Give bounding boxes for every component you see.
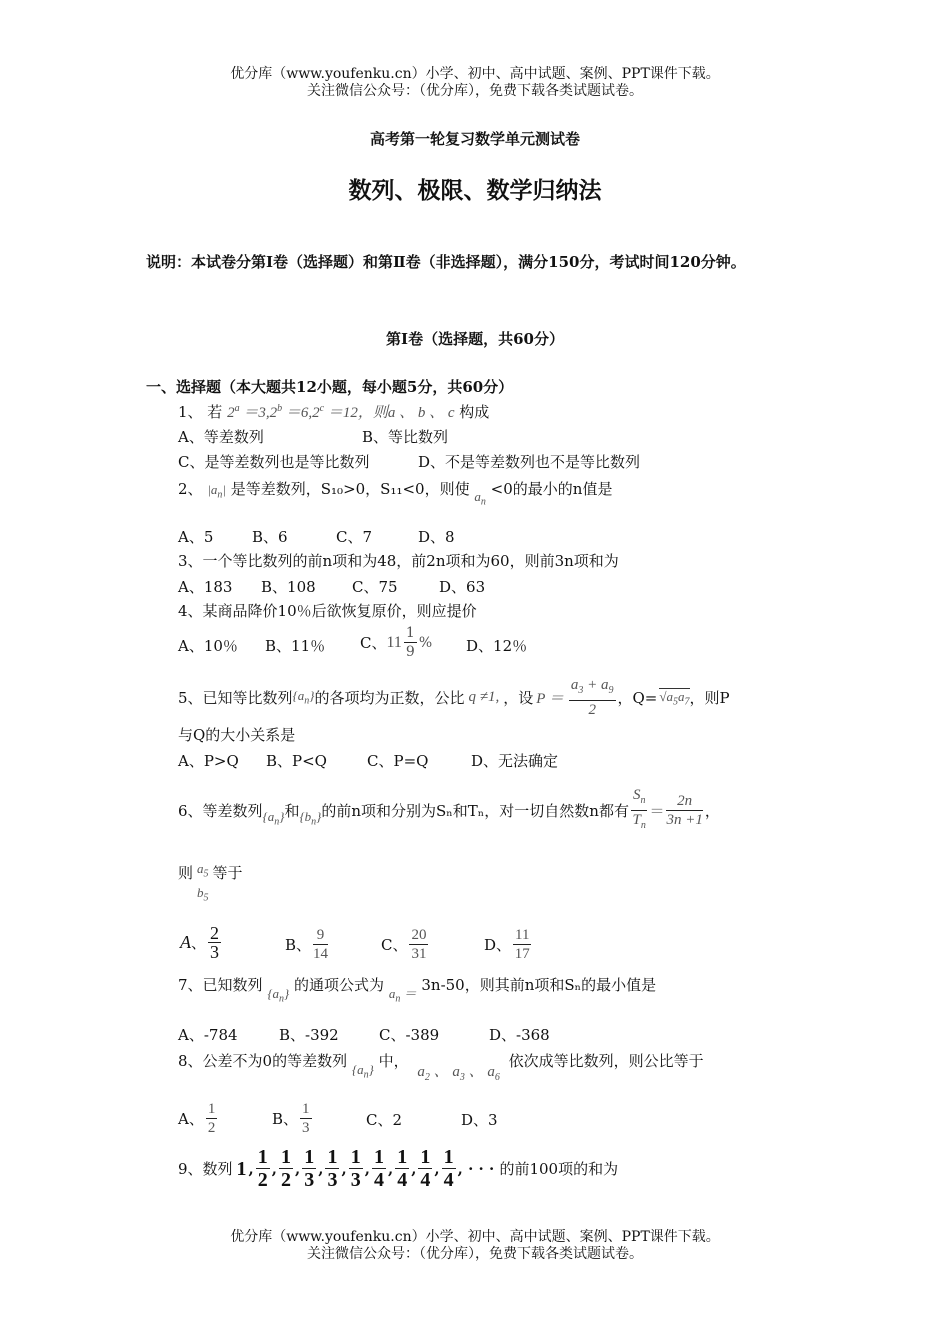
section-one-heading: 一、选择题（本大题共12小题，每小题5分，共60分）	[146, 378, 514, 396]
q6-option-c: C、 20 31	[381, 927, 427, 962]
q6-fraction-st: $S_n$ $T_n$	[632, 787, 646, 831]
q5-fraction-p: $a_3 + a_9$ 2	[570, 677, 614, 718]
q8-seq-an: $\{a_n\}$	[351, 1062, 374, 1081]
q9-sequence: 1	[236, 1157, 247, 1180]
question-1: 1、 若 $2^a =3,2^b =6,2^c =12$，则a 、 b 、 c 构成	[178, 403, 490, 421]
q1-option-b: B、等比数列	[362, 428, 449, 446]
q6-line-2: 则 $a_5$ $b_5$ 等于	[178, 862, 243, 907]
question-3: 3、一个等比数列的前n项和为48，前2n项和为60，则前3n项和为	[178, 552, 619, 570]
q3-option-c: C、75	[352, 578, 398, 596]
q8-option-a: A、 1 2	[178, 1101, 216, 1136]
q2-an: $a_n$	[474, 489, 486, 508]
q8-option-d: D、3	[461, 1111, 498, 1129]
q7-seq-an: $\{a_n\}$	[267, 986, 290, 1005]
q6-fraction-a5b5: $a_5$ $b_5$	[197, 861, 209, 904]
q5-option-c: C、P=Q	[367, 752, 429, 770]
question-5: 5、已知等比数列 $\{a_n\}$ 的各项均为正数，公比 q ≠1, ，设 P ＝ $a_3 + a_9$ 2 ，Q= $√a_5a_7$ ，则P	[178, 677, 730, 718]
q6-opt-c-fraction: 20 31	[411, 927, 427, 962]
question-7: 7、已知数列 $\{a_n\}$ 的通项公式为 $a_n = 3n-50$，则其前n项和Sₙ的最小值是	[178, 976, 657, 1005]
question-4: 4、某商品降价10％后欲恢复原价，则应提价	[178, 602, 477, 620]
page-header	[0, 66, 950, 100]
q1-option-c: C、是等差数列也是等比数列	[178, 453, 370, 471]
q6-seq-an: $\{a_n\}$	[262, 809, 285, 828]
question-8: 8、公差不为0的等差数列 $\{a_n\}$ 中， $a_2$ 、 $a_3$ 、 $a_6$ 依次成等比数列，则公比等于	[178, 1052, 704, 1083]
q2-option-c: C、7	[336, 528, 373, 546]
q5-option-b: B、P<Q	[266, 752, 327, 770]
q6-option-b: B、 9 14	[285, 927, 329, 962]
footer-line-1: 优分库（www.youfenku.cn）小学、初中、高中试题、案例、PPT课件下载。	[230, 1229, 720, 1245]
q7-option-d: D、-368	[489, 1026, 550, 1044]
q2-option-b: B、6	[252, 528, 288, 546]
q8-terms: $a_2$ 、 $a_3$ 、 $a_6$	[417, 1064, 500, 1083]
q2-seq-an: $|a_n|$	[207, 482, 226, 501]
q3-option-d: D、63	[439, 578, 486, 596]
page-footer	[0, 1229, 950, 1263]
q5-option-a: A、P>Q	[178, 752, 239, 770]
q4-option-d: D、12％	[466, 637, 528, 655]
q2-option-d: D、8	[418, 528, 455, 546]
q4-option-a: A、10％	[178, 637, 238, 655]
header-line-2: 关注微信公众号：（优分库），免费下载各类试题试卷。	[307, 83, 643, 99]
question-6: 6、等差数列 $\{a_n\}$ 和 $\{b_n\}$ 的前n项和分别为Sₙ和Tₙ，对一切自然数n都有 $S_n$ $T_n$ ＝ 2n 3n +1 ，	[178, 786, 720, 835]
q7-option-c: C、-389	[379, 1026, 440, 1044]
exam-subtitle: 数列、极限、数学归纳法	[348, 177, 602, 204]
q7-option-a: A、-784	[178, 1026, 238, 1044]
q6-opt-b-fraction: 9 14	[313, 927, 329, 962]
q2-option-a: A、5	[178, 528, 214, 546]
footer-line-2: 关注微信公众号：（优分库），免费下载各类试题试卷。	[307, 1246, 643, 1262]
q7-an-eq: $a_n$ ＝	[388, 986, 417, 1005]
q4-option-c: C、 11 1 9 %	[360, 625, 433, 660]
exam-title: 高考第一轮复习数学单元测试卷	[369, 130, 580, 148]
q1-option-d: D、不是等差数列也不是等比数列	[418, 453, 641, 471]
header-line-1: 优分库（www.youfenku.cn）小学、初中、高中试题、案例、PPT课件下载。	[230, 66, 720, 82]
part-one-heading: 第Ⅰ卷（选择题，共60分）	[386, 330, 564, 348]
q6-fraction-ratio: 2n 3n +1	[666, 793, 703, 828]
q8-option-b: B、 1 3	[272, 1101, 310, 1136]
q8-opt-b-fraction: 1 3	[302, 1101, 310, 1136]
q4-option-b: B、11％	[265, 637, 326, 655]
q5-option-d: D、无法确定	[471, 752, 559, 770]
q6-option-d: D、 11 17	[484, 927, 530, 962]
q1-option-a: A、等差数列	[178, 428, 264, 446]
q1-formula: $2^a =3,2^b =6,2^c =12$，则a 、 b 、 c	[227, 403, 455, 421]
question-9: 9、数列 1 , 1 2 , 1 2 , 1 3 , 1 3 , 1 3 , 1 4 , 1 4 , 1 4 , 1 4 , · · · 的前100项的和为	[178, 1146, 619, 1191]
q6-opt-a-fraction: 2 3	[210, 923, 220, 962]
q5-seq-an: $\{a_n\}$	[292, 688, 315, 707]
q5-q-ne-1: q ≠1,	[468, 689, 500, 705]
q3-option-b: B、108	[261, 578, 316, 596]
q8-opt-a-fraction: 1 2	[207, 1101, 216, 1136]
q6-seq-bn: $\{b_n\}$	[299, 809, 322, 828]
q6-opt-d-fraction: 11 17	[514, 927, 530, 962]
q5-sqrt: $√a_5a_7$	[659, 688, 690, 708]
question-2: 2、 $|a_n|$ 是等差数列，S₁₀>0，S₁₁<0，则使 $a_n <0$的最小的n值是	[178, 480, 613, 508]
q6-option-a: A 、 2 3	[180, 923, 220, 962]
q3-option-a: A、183	[178, 578, 233, 596]
exam-note: 说明：本试卷分第Ⅰ卷（选择题）和第Ⅱ卷（非选择题），满分150分，考试时间120分钟。	[146, 253, 746, 271]
q8-option-c: C、2	[366, 1111, 403, 1129]
q7-option-b: B、-392	[279, 1026, 339, 1044]
q5-line-2: 与Q的大小关系是	[178, 726, 296, 744]
q4-fraction: 1 9	[405, 625, 415, 660]
